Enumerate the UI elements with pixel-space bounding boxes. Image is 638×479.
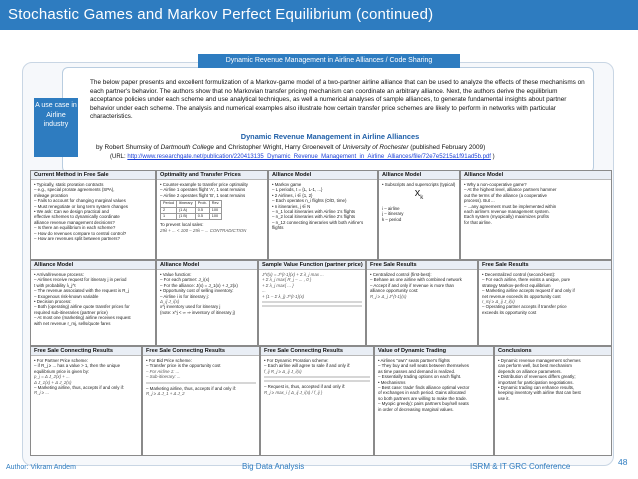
slide-line: To prevent local sales:: [160, 222, 204, 228]
slide-formula: – Sub-itinerary: ...: [146, 374, 181, 380]
byline-mid: and Christopher Wright, Harry Groenevelt of: [213, 144, 343, 151]
slide-thumb-1: [30, 170, 156, 260]
slide-line: • Dynamic trading can enhance results,: [498, 385, 575, 391]
slide-line: of exchanges in each period. Gains allocated: [378, 390, 466, 396]
slide-formula: r_mj ≥ Δ_ij J_i(x): [482, 299, 515, 305]
slide-thumb-body: [495, 356, 611, 403]
slide-thumb-2: [156, 170, 268, 260]
slide-formula: R_j ≥ Δ_j J^{t-1}(x): [370, 293, 407, 299]
slide-thumb-body: [31, 180, 155, 243]
slide-line: • Typically, static proration contracts: [34, 182, 104, 187]
slide-line: – Accept if and only if revenue is more than: [370, 282, 454, 288]
slide-line: – Myopic greedy): pairs partners buy/sell seats: [378, 401, 469, 407]
slide-line: use it.: [498, 395, 510, 401]
slide-line: – At most one (marketing) airline receives request: [34, 315, 131, 321]
slide-line: – n_1 local itineraries with Airline 1's flights: [272, 209, 356, 215]
slide-formula: 29λ + ... < 100 – 29λ – ... CONTRADICTION: [160, 227, 247, 233]
slide-line: – Fails to account for changing marginal values: [34, 198, 126, 204]
slide-line: • 2 Airlines, i ∈ {1, 2}: [272, 192, 313, 198]
slide-line: – Essentially trading options on each flight.: [378, 374, 462, 380]
slide-thumb-body: [367, 270, 477, 301]
byline-prefix: by Robert Shumsky of: [96, 144, 161, 151]
slide-thumb-body: [461, 180, 611, 227]
slide-line: net revenue exceeds its opportunity cost: [482, 293, 561, 299]
slide-line: – if R_j ≥ ... has a value > 1, then the unique: [34, 363, 121, 369]
slide-formula: + Σ λ_j max{ R_j – ... , 0 }: [262, 277, 312, 283]
slide-line: – e.g., special prorate agreements (SPA),: [34, 187, 115, 193]
slide-thumb-body: [261, 356, 373, 397]
slide-line: • Why a non-cooperative game?: [464, 182, 527, 187]
slide-line: required sub-itineraries (partner price): [34, 309, 108, 315]
slide-line: • Decentralized control (second-best):: [482, 272, 556, 277]
use-case-badge: A use case in Airline industry: [34, 98, 78, 157]
slide-line: – For each partner: J_i(x): [160, 277, 210, 283]
slide-line: • Opportunity cost of selling inventory:: [160, 288, 234, 294]
paper-url-link[interactable]: http://www.researchgate.net/publication/220413135_Dynamic_Revenue_Management_in_Airline_Alliances/file/72e7e5215a1f91ad5b.pdf: [127, 154, 491, 160]
slide-line: • For Partner Price scheme:: [34, 358, 88, 363]
slide-line: – Marketing airline, thus, accepts if and only if:: [34, 385, 125, 391]
slide-line: with net revenue r_mj, sells/quote fares: [34, 320, 111, 326]
slide-line: alliance revenue management decisions?: [34, 219, 115, 225]
formula-divider: [262, 305, 362, 307]
slide-line: – They buy and sell seats between themselves: [378, 363, 469, 369]
slide-line: – Transfer price is the opportunity cost: [146, 363, 221, 369]
slide-thumb-body: [157, 270, 257, 317]
notation-symbol: $x_k$: [414, 187, 424, 202]
slide-thumb-8: [258, 260, 366, 346]
slide-thumb-title: Alliance Model: [379, 171, 459, 180]
slide-formula: R_j ≥ ...: [34, 390, 50, 396]
slide-thumb-title: Value of Dynamic Trading: [375, 347, 493, 356]
slide-line: t with probability λ_j^t: [34, 282, 76, 288]
slide-thumb-title: Free Sale Results: [367, 261, 477, 270]
slide-thumb-body: [31, 270, 155, 328]
slide-line: • Distribution of revenues differs greatly;: [498, 374, 576, 380]
slide-line: – Behave as one airline with combined network: [370, 277, 462, 283]
slide-line: • Centralized control (first-best):: [370, 272, 432, 277]
slide-line: – Each airline will agree to sale if and only if:: [264, 363, 351, 369]
slide-line: • Arrival/revenue process:: [34, 272, 84, 277]
footer-course: Big Data Analysis: [242, 462, 305, 471]
slide-line: – Request is, thus, accepted if and only if:: [264, 384, 346, 390]
slide-line: keeping inventory with airline that can best: [498, 390, 581, 396]
slide-line: – Is there an equilibrium in each scheme?: [34, 225, 116, 231]
slide-formula: J^t(x) = J^{t-1}(x) + Σ λ_j max ...: [262, 272, 324, 277]
byline-suffix: (published February 2009): [408, 144, 486, 151]
slide-line: – Both (operating) airline quote transfer prices for: [34, 304, 130, 310]
slide-thumb-title: Alliance Model: [157, 261, 257, 270]
slide-line: in order of decreasing marginal values.: [378, 406, 454, 412]
slide-line: • Decision process:: [34, 299, 72, 305]
slide-line: – n_2 local itineraries with Airline 2's flights: [272, 214, 356, 220]
slide-line: flights: [272, 225, 284, 231]
slide-line: – Airline 1 operates flight 'A', 1 seat remains: [160, 187, 246, 193]
slide-line: each airline's revenue management system.: [464, 209, 550, 215]
slide-line: • For Bid Price scheme:: [146, 358, 192, 363]
slide-formula: ...: [262, 288, 266, 294]
page-number: 48: [618, 457, 628, 467]
intro-paragraph: The below paper presents and excellent formulization of a Markov-game model of a two-partner airline alliance that can be used to analyze the effects of these mechanisms on each partner's behavior. The authors show that no Markovian transfer pricing mechanism can coordinate an arbitrary alliance. Next, the authors derive the equilibrium acceptance policies under each scheme and use analytical techniques, as well a numerical analyses of sample alliances, to generate fundamental insights about partner behavior under each scheme. The analysis and numerical examples also illustrate how certain transfer price schemes are likely to perform in networks with particular characteristics.: [90, 79, 585, 121]
slide-formula: Δ_ij J_i(x): [160, 299, 180, 305]
slide-thumb-body: [269, 180, 377, 233]
slide-line: – Must renegotiate or long term system changes: [34, 203, 128, 209]
slide-line: effective schemes to dynamically coordinate: [34, 214, 120, 220]
slide-thumb-15: [494, 346, 612, 456]
slide-thumb-6: [30, 260, 156, 346]
slide-thumb-title: Free Sale Results: [479, 261, 611, 270]
slide-thumb-title: Alliance Model: [269, 171, 377, 180]
slide-thumb-body: [379, 180, 459, 224]
slide-line: out the terms of the alliance (a cooperative: [464, 192, 547, 198]
slide-line: – Marketing airline accepts request if and only if: [482, 288, 575, 294]
slide-thumb-9: [366, 260, 478, 346]
slide-line: – At the highest level, alliance partners hammer: [464, 187, 557, 193]
slide-line: j – itinerary: [382, 211, 404, 217]
slide-line: – For the alliance: J(x) = J_1(x) + J_2(x): [160, 282, 238, 288]
slide-line: • Dynamic revenue management schemes: [498, 358, 581, 363]
slide-thumb-title: Alliance Model: [461, 171, 611, 180]
url-prefix: (URL:: [110, 154, 128, 160]
slide-line: – How are revenues split between partners?: [34, 236, 120, 242]
paper-url-line: [110, 154, 610, 160]
slide-line: mileage proration: [34, 192, 68, 198]
slide-thumb-14: [374, 346, 494, 456]
slide-formula: f_ij R_j ≥ Δ_ij J_i(x): [264, 368, 302, 374]
slide-line: – Operating partner accepts if transfer price: [482, 304, 567, 310]
slide-line: important for participation negotiations.: [498, 379, 574, 385]
slide-thumb-13: [260, 346, 374, 456]
slide-title-bar: [0, 0, 638, 30]
slide-thumb-5: [460, 170, 612, 260]
slide-formula: Δ J_1(x) + Δ J_2(x): [34, 379, 72, 385]
slide-line: – Exogenous risk-known variable: [34, 293, 99, 299]
section-banner: Dynamic Revenue Management in Airline Alliances / Code Sharing: [198, 54, 460, 68]
slide-line: – Marketing airline, thus, accepts if and only if:: [146, 385, 237, 391]
formula-divider: [146, 382, 256, 384]
slide-line: – n_12 connecting itineraries with both Airline's: [272, 219, 364, 225]
slide-title: Stochastic Games and Markov Perfect Equilibrium (continued): [8, 6, 434, 23]
slide-line: x^j inventory used for itinerary j: [160, 304, 221, 310]
slide-line: • For Dynamic Proration scheme:: [264, 358, 329, 363]
slide-thumb-11: [30, 346, 142, 456]
slide-line: as time passes and demand is realized.: [378, 368, 456, 374]
slide-line: k – period: [382, 216, 402, 222]
slide-thumb-title: Free Sale Connecting Results: [143, 347, 259, 356]
slide-line: process). But ...: [464, 198, 495, 204]
slide-thumb-title: Free Sale Connecting Results: [31, 347, 141, 356]
slide-line: – Each operates n_i flights (O/D, time): [272, 198, 347, 204]
slide-line: strategy Markov-perfect equilibrium: [482, 282, 551, 288]
formula-divider: [264, 380, 370, 382]
footer-author: Author: Vikram Andem: [6, 464, 76, 471]
slide-formula: – For Airline 1: ...: [146, 368, 180, 374]
slide-line: • Subscripts and superscripts (typical): [382, 182, 456, 187]
slide-formula: + Σ λ_j max{ ... }: [262, 282, 294, 288]
slide-line: • Counter-example to transfer price optimality: [160, 182, 248, 187]
slide-line: • Markov game: [272, 182, 302, 187]
slide-line: – Airline 2 operates flight 'B', 1 seat remains: [160, 192, 246, 198]
slide-line: i – airline: [382, 206, 400, 211]
slide-line: exceeds its opportunity cost: [482, 309, 537, 315]
formula-divider: [262, 301, 362, 303]
slide-thumb-title: Optimality and Transfer Prices: [157, 171, 267, 180]
slide-line: – L periods, t = {L, L-1, ...}: [272, 187, 323, 193]
slide-thumb-12: [142, 346, 260, 456]
slide-thumb-title: Current Method in Free Sale: [31, 171, 155, 180]
slide-line: – The revenue associated with the request is R_j: [34, 288, 129, 294]
url-suffix: ): [490, 154, 495, 160]
slide-thumb-body: [31, 356, 141, 398]
slide-line: equilibrium price is given by:: [34, 368, 90, 374]
slide-line: depends on alliance parameters.: [498, 368, 562, 374]
slide-line: – For each airline, there exists a unique, pure: [482, 277, 571, 283]
slide-line: (note: x^j < ∞ ⇒ inventory of itinerary j): [160, 309, 236, 315]
slide-line: so both partners are willing to make the trade.: [378, 395, 468, 401]
slide-thumb-body: [479, 270, 611, 317]
slide-thumb-3: [268, 170, 378, 260]
footer-conference: ISRM & IT GRC Conference: [470, 462, 571, 471]
paper-title: Dynamic Revenue Management in Airline Alliances: [240, 132, 420, 141]
slide-line: • Mechanisms: [378, 379, 406, 385]
slide-line: alliance opportunity cost:: [370, 288, 419, 294]
slide-line: – How do revenues compare to central control?: [34, 230, 127, 236]
slide-line: can perform well, but best mechanism: [498, 363, 572, 369]
slide-thumb-10: [478, 260, 612, 346]
slide-formula: R_j ≥ max_i { Δ_ij J_i(x) / f_ij }: [264, 389, 323, 395]
slide-line: • Airlines "own" seats partner's flights: [378, 358, 450, 363]
slide-formula: p_j = Δ J_2(x) + ...: [34, 374, 70, 380]
slide-thumb-body: [375, 356, 493, 414]
transfer-price-table: Period Itinerary Prob. Rev. 2 (1 A) 0.5 100 1 (1 B) 0.5 100: [160, 200, 222, 220]
slide-thumb-title: Alliance Model: [31, 261, 155, 270]
slide-line: Each system (myopically) maximizes profits: [464, 214, 549, 220]
slide-thumb-body: [157, 180, 267, 235]
slide-thumb-title: Free Sale Connecting Results: [261, 347, 373, 356]
institution-1: Dartmouth College: [160, 144, 214, 151]
slide-line: • Value function:: [160, 272, 192, 277]
slide-thumb-body: [143, 356, 259, 398]
formula-divider: [264, 376, 370, 378]
slide-line: – ...any agreement must be implemented within: [464, 203, 557, 209]
slide-line: – Airline i is for itinerary j:: [160, 293, 209, 299]
slide-thumb-4: [378, 170, 460, 260]
slide-thumb-body: [259, 270, 365, 311]
slide-line: • We ask: Can we design practical and: [34, 209, 109, 215]
slide-formula: R_j ≥ Δ J_1 + Δ J_2: [146, 391, 185, 397]
slide-line: – Airlines receive request for itinerary j in period: [34, 277, 127, 283]
slide-thumb-title: Conclusions: [495, 347, 611, 356]
slide-line: – Best case: trade' finds alliance optimal vector: [378, 385, 470, 391]
paper-byline: [96, 144, 596, 151]
slide-formula: + (1 – Σ λ_j) J^{t-1}(x): [262, 293, 305, 299]
slide-line: • n itineraries, j ∈ N: [272, 203, 311, 209]
slide-thumb-title: Sample Value Function (partner price): [259, 261, 365, 270]
slide-thumb-7: [156, 260, 258, 346]
slide-line: for that airline.: [464, 219, 492, 225]
institution-2: University of Rochester: [342, 144, 409, 151]
